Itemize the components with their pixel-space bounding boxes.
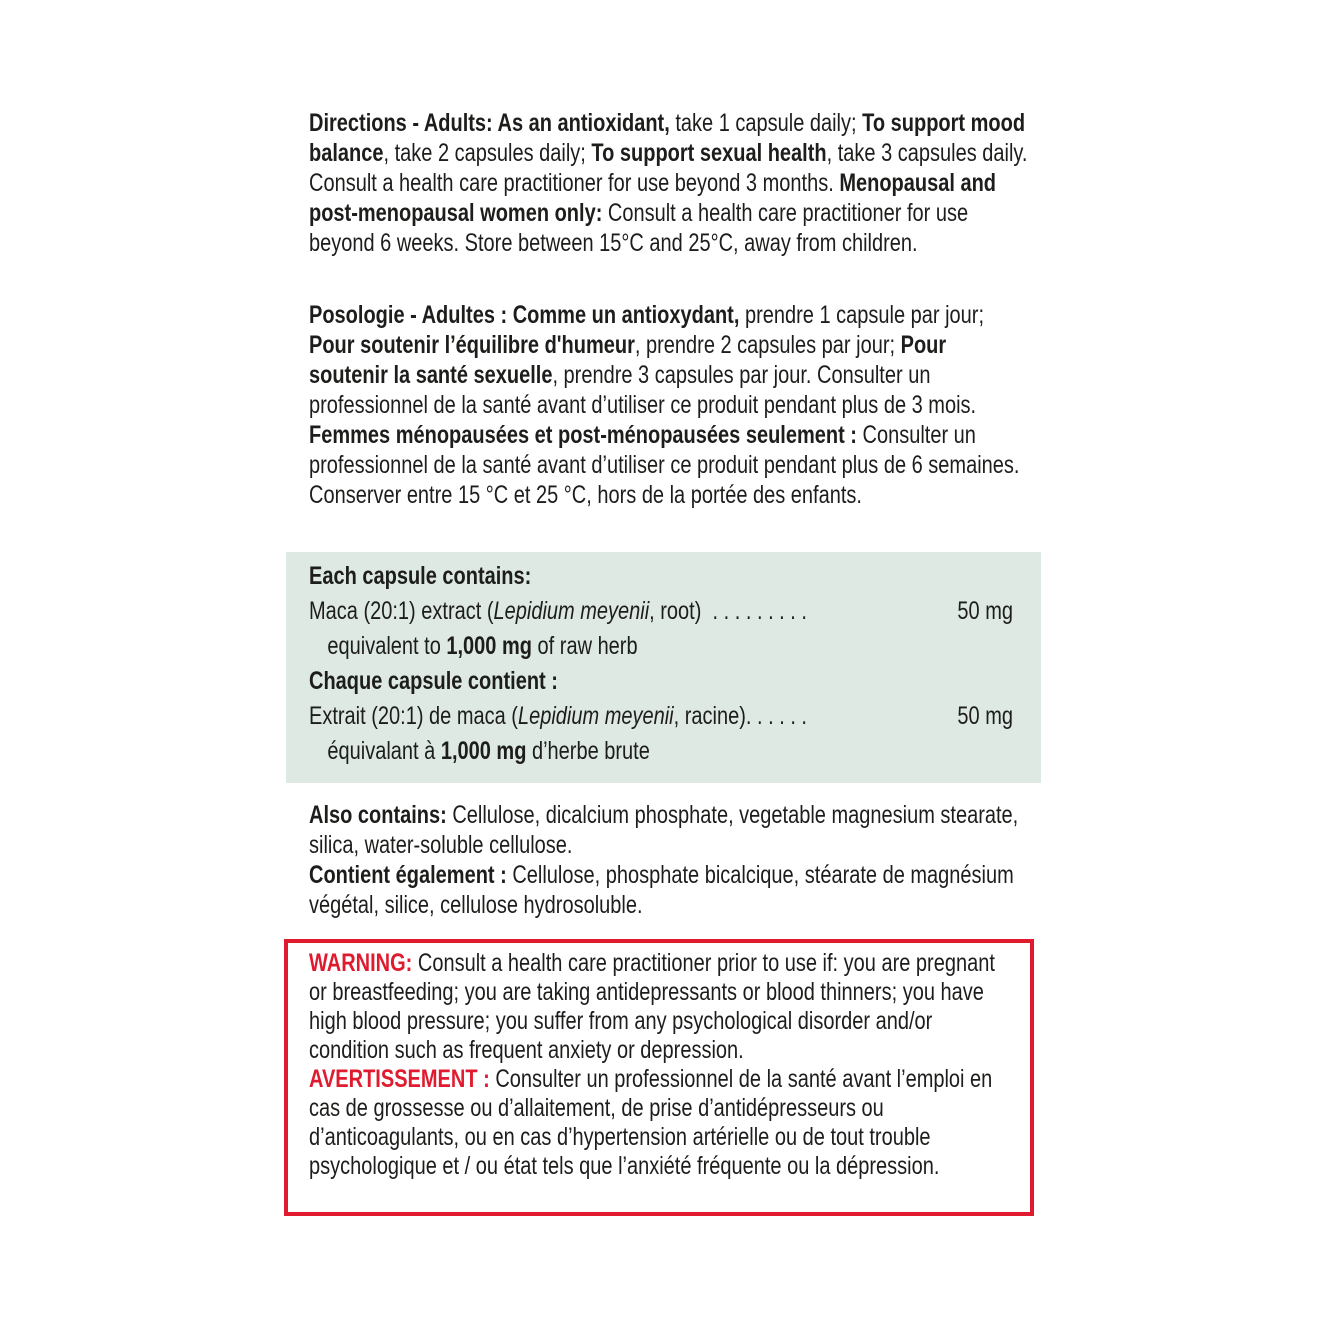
ingredient-name-en [309, 594, 807, 629]
supplement-facts-content [309, 559, 1013, 769]
equivalent-amount: 1,000 mg [440, 737, 527, 765]
text-segment: , root) [649, 597, 707, 625]
text-segment: Consulter un professionnel de la santé avant d’utiliser ce produit pendant plus de 6 semaines. Conserver entre 15 °C et 25 °C, hors de la portée des enfants. [309, 421, 1020, 509]
warning-text-fr: Consulter un professionnel de la santé avant l’emploi en cas de grossesse ou d’allaitement, de prise d’antidépresseurs ou d’anticoagulants, ou en cas d’hypertension artérielle ou de tout trouble psychologique et / ou état tels que l’anxiété fréquente ou la dépression. [309, 1065, 993, 1180]
warning-text-en: Consult a health care practitioner prior to use if: you are pregnant or breastfeeding; you are taking antidepressants or blood thinners; you have high blood pressure; you suffer from any psychological disorder and/or condition such as frequent anxiety or depression. [309, 949, 995, 1064]
text-segment-bold: Menopausal and post-menopausal women only: [309, 169, 997, 227]
also-contains-en [309, 800, 1029, 860]
ingredient-name-fr [309, 699, 807, 734]
text-segment: of raw herb [531, 632, 638, 660]
text-segment-bold: Pour soutenir la santé sexuelle [309, 331, 947, 389]
warning-paragraph-fr [309, 1065, 1013, 1181]
text-segment-bold: Directions - Adults: As an antioxidant, [309, 109, 676, 137]
text-segment: , take 2 capsules daily; [383, 139, 592, 167]
text-segment: prendre 1 capsule par jour; [744, 301, 984, 329]
directions-paragraph-en [309, 108, 1029, 258]
also-contains-label-en: Also contains: [309, 801, 453, 829]
dot-leader: . . . . . . . . . [706, 597, 807, 625]
text-segment: équivalant à [327, 737, 441, 765]
text-segment: , prendre 2 capsules par jour; [634, 331, 901, 359]
text-segment-bold: To support mood balance [309, 109, 1026, 167]
warning-label-fr: AVERTISSEMENT : [309, 1065, 496, 1093]
text-segment: , prendre 3 capsules par jour. Consulter un professionnel de la santé avant d’utiliser ce produit pendant plus de 3 mois. [309, 361, 977, 419]
text-segment: , racine) [673, 702, 746, 730]
text-segment: d’herbe brute [526, 737, 650, 765]
warning-content [309, 949, 1013, 1181]
warning-label-en: WARNING: [309, 949, 418, 977]
text-segment: , take 3 capsules daily. Consult a health care practitioner for use beyond 3 months. [309, 139, 1028, 197]
text-segment: take 1 capsule daily; [675, 109, 863, 137]
directions-text-fr [309, 300, 1029, 510]
latin-name: Lepidium meyenii [517, 702, 674, 730]
panel-heading-en: Each capsule contains: [309, 562, 532, 590]
dot-leader: . . . . . . [745, 702, 807, 730]
equivalence-line-en [309, 629, 1013, 664]
text-segment: Extrait (20:1) de maca ( [309, 702, 518, 730]
latin-name: Lepidium meyenii [493, 597, 650, 625]
ingredient-amount-fr: 50 mg [957, 702, 1013, 730]
text-segment-bold: Pour soutenir l’équilibre d'humeur [309, 331, 635, 359]
text-segment-bold: Posologie - Adultes : Comme un antioxydant, [309, 301, 745, 329]
ingredient-amount-en: 50 mg [957, 597, 1013, 625]
also-contains-block [309, 800, 1029, 920]
equivalent-amount: 1,000 mg [446, 632, 532, 660]
also-contains-label-fr: Contient également : [309, 861, 513, 889]
also-contains-fr [309, 860, 1029, 920]
warning-box [284, 939, 1034, 1216]
text-segment: Cellulose, phosphate bicalcique, stéarate de magnésium végétal, silice, cellulose hydrosoluble. [309, 861, 1014, 919]
directions-text-en [309, 108, 1029, 258]
text-segment-bold: To support sexual health [591, 139, 827, 167]
supplement-facts-panel [286, 552, 1041, 783]
text-segment: equivalent to [327, 632, 447, 660]
panel-heading-fr: Chaque capsule contient : [309, 667, 558, 695]
ingredient-row-fr [309, 699, 1013, 734]
directions-paragraph-fr [309, 300, 1029, 510]
warning-paragraph-en [309, 949, 1013, 1065]
equivalence-line-fr [309, 734, 1013, 769]
ingredient-row-en [309, 594, 1013, 629]
text-segment-bold: Femmes ménopausées et post-ménopausées seulement : [309, 421, 863, 449]
text-segment: Maca (20:1) extract ( [309, 597, 494, 625]
text-segment: Cellulose, dicalcium phosphate, vegetable magnesium stearate, silica, water-soluble cellulose. [309, 801, 1019, 859]
text-segment: Consult a health care practitioner for use beyond 6 weeks. Store between 15°C and 25°C, away from children. [309, 199, 969, 257]
